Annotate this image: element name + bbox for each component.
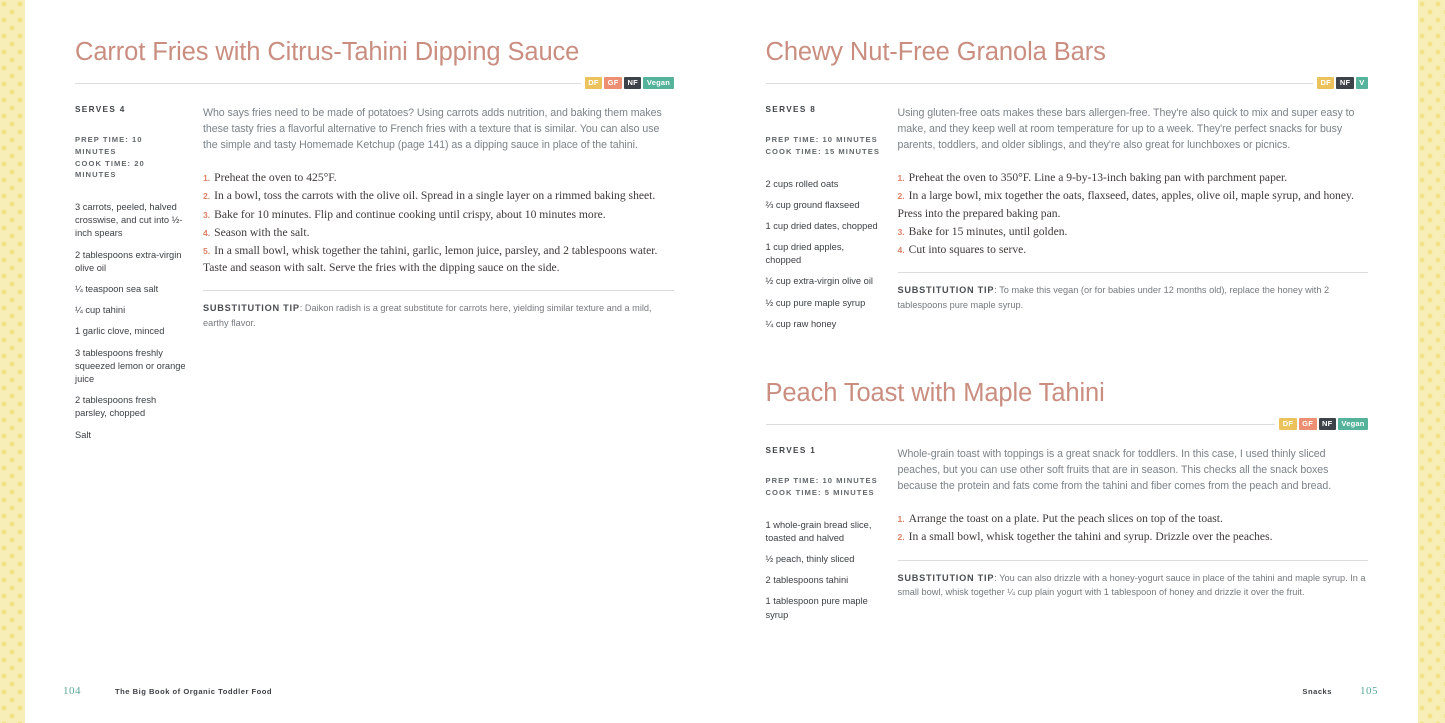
step-number: 2. (897, 532, 905, 543)
recipe-peach-toast (766, 379, 1369, 630)
section-title: Snacks (1302, 687, 1332, 696)
tip-colon: : (994, 572, 1000, 583)
ingredient-list (75, 201, 187, 442)
left-footer (63, 685, 272, 697)
divider (75, 83, 581, 84)
recipe-intro: Using gluten-free oats makes these bars allergen-free. They're also quick to mix and super easy to make, and they keep well at room temperature for up to a week. They're perfect snacks for busy parents, toddlers, and older siblings, and they're also great for lunchboxes or picnics. (897, 107, 1355, 152)
instruction-step (898, 187, 1369, 221)
step-number: 3. (897, 226, 905, 237)
instruction-step (203, 206, 674, 223)
ingredient-list (766, 519, 882, 622)
badge-df: DF (585, 77, 602, 90)
instruction-step (898, 241, 1369, 258)
tip-label: SUBSTITUTION TIP (203, 303, 300, 314)
tip-label: SUBSTITUTION TIP (897, 572, 995, 583)
ingredient-item: 1 cup dried apples, chopped (765, 242, 845, 266)
recipe-meta-column (75, 105, 203, 450)
recipe-title: Peach Toast with Maple Tahini (765, 379, 1105, 408)
prep-time: PREP TIME: 10 MINUTES (75, 135, 143, 156)
step-text: In a bowl, toss the carrots with the olive oil. Spread in a single layer on a rimmed baking sheet. (214, 189, 656, 203)
step-text: Bake for 15 minutes, until golden. (908, 224, 1068, 238)
tip-divider (203, 290, 674, 291)
instruction-step (898, 510, 1369, 527)
serves-label: SERVES 4 (75, 105, 126, 114)
badge-nf: NF (1319, 418, 1336, 431)
step-number: 5. (203, 245, 211, 256)
cook-time: COOK TIME: 20 MINUTES (75, 158, 145, 180)
recipe-body-column (898, 446, 1369, 600)
tip-label: SUBSTITUTION TIP (897, 285, 995, 296)
step-number: 2. (203, 191, 211, 202)
badge-gf: GF (604, 77, 622, 90)
ingredient-item: ½ cup pure maple syrup (765, 297, 866, 308)
step-text: Bake for 10 minutes. Flip and continue cooking until crispy, about 10 minutes more. (214, 207, 606, 221)
instruction-list (898, 510, 1369, 545)
decorative-edge-strip-right (1418, 0, 1445, 723)
recipe-intro: Who says fries need to be made of potatoes? Using carrots adds nutrition, and baking them makes these tasty fries a flavorful alternative to French fries with a texture that is similar. You can also use the simple and tasty Homemade Ketchup (page 141) as a dipping sauce in place of the tahini. (203, 107, 662, 152)
prep-time: PREP TIME: 10 MINUTES (765, 476, 878, 486)
badge-df: DF (1317, 77, 1334, 90)
ingredient-item: 2 tablespoons fresh parsley, chopped (75, 395, 157, 419)
right-footer (1302, 685, 1378, 697)
recipe-intro: Whole-grain toast with toppings is a great snack for toddlers. In this case, I used thinly sliced peaches, but you can use other soft fruits that are in season. This checks all the snack boxes because the protein and fats come from the tahini and fiber comes from the peach and bread. (897, 448, 1332, 493)
ingredient-item: 1 whole-grain bread slice, toasted and halved (765, 519, 872, 543)
ingredient-item: ½ peach, thinly sliced (765, 553, 855, 564)
substitution-tip (898, 571, 1369, 600)
instruction-step (203, 187, 674, 204)
badge-nf: NF (624, 77, 641, 90)
substitution-tip (898, 283, 1369, 312)
decorative-edge-strip-left (0, 0, 25, 723)
time-block (766, 134, 882, 158)
step-number: 4. (203, 227, 211, 238)
ingredient-item: ½ cup extra-virgin olive oil (765, 276, 873, 287)
tip-colon: : (994, 285, 1000, 296)
recipe-meta-column (766, 446, 898, 630)
ingredient-item: Salt (75, 429, 92, 440)
step-text: Preheat the oven to 350°F. Line a 9-by-13-inch baking pan with parchment paper. (908, 171, 1288, 185)
step-text: Preheat the oven to 425°F. (214, 171, 337, 185)
left-page (25, 0, 722, 723)
step-text: Season with the salt. (214, 225, 310, 239)
time-block (75, 134, 187, 181)
book-title: The Big Book of Organic Toddler Food (115, 687, 273, 696)
diet-badges (585, 77, 674, 90)
step-text: Arrange the toast on a plate. Put the peach slices on top of the toast. (908, 512, 1223, 526)
badge-vegan: V (1356, 77, 1368, 90)
badge-nf: NF (1336, 77, 1353, 90)
diet-badges (1317, 77, 1368, 90)
instruction-list (203, 169, 674, 276)
step-text: In a small bowl, whisk together the tahini and syrup. Drizzle over the peaches. (908, 530, 1273, 544)
tip-divider (898, 560, 1369, 561)
recipe-carrot-fries (75, 38, 674, 450)
ingredient-item: ¼ cup tahini (75, 305, 126, 316)
step-number: 1. (203, 173, 211, 184)
page-number-left: 104 (63, 685, 81, 697)
tip-text: Daikon radish is a great substitute for carrots here, yielding similar texture and a mild, earthy flavor. (203, 303, 652, 328)
recipe-title: Chewy Nut-Free Granola Bars (765, 38, 1106, 66)
divider (766, 83, 1313, 84)
serves-label: SERVES 8 (765, 105, 817, 114)
recipe-columns (766, 446, 1369, 630)
page-number-right: 105 (1360, 685, 1378, 697)
instruction-step (203, 169, 674, 186)
ingredient-item: 1 garlic clove, minced (75, 326, 165, 337)
ingredient-item: ¼ teaspoon sea salt (75, 284, 159, 294)
step-number: 4. (897, 244, 905, 255)
step-number: 2. (897, 191, 905, 202)
ingredient-list (766, 178, 882, 332)
recipe-columns (766, 105, 1369, 339)
ingredient-item: 1 tablespoon pure maple syrup (765, 596, 868, 620)
title-rule-row (766, 418, 1369, 430)
badge-df: DF (1279, 418, 1296, 431)
recipe-title: Carrot Fries with Citrus-Tahini Dipping Sauce (75, 38, 580, 66)
cook-time: COOK TIME: 15 MINUTES (765, 146, 880, 156)
page-spread (25, 0, 1418, 723)
recipe-body-column (898, 105, 1369, 312)
ingredient-item: 2 tablespoons extra-virgin olive oil (75, 249, 182, 273)
badge-vegan: Vegan (643, 77, 673, 90)
recipe-meta-column (766, 105, 898, 339)
ingredient-item: 3 tablespoons freshly squeezed lemon or orange juice (75, 347, 186, 384)
tip-text: To make this vegan (or for babies under 12 months old), replace the honey with 2 tablespoons pure maple syrup. (897, 285, 1330, 310)
prep-time: PREP TIME: 10 MINUTES (765, 135, 878, 144)
step-number: 3. (203, 209, 211, 220)
step-text: Cut into squares to serve. (908, 242, 1027, 256)
ingredient-item: ⅔ cup ground flaxseed (765, 199, 860, 210)
step-number: 1. (897, 173, 905, 184)
ingredient-item: 3 carrots, peeled, halved crosswise, and cut into ½-inch spears (75, 202, 183, 239)
tip-text: You can also drizzle with a honey-yogurt sauce in place of the tahini and maple syrup. In a small bowl, whisk together ¼ cup plain yogurt with 1 tablespoon of honey and drizzle it over the fruit. (897, 572, 1366, 598)
divider (766, 424, 1276, 425)
instruction-step (203, 242, 674, 276)
substitution-tip (203, 301, 674, 330)
recipe-body-column (203, 105, 674, 330)
ingredient-item: 2 cups rolled oats (765, 178, 839, 189)
tip-divider (898, 272, 1369, 273)
badge-gf: GF (1299, 418, 1317, 431)
cook-time: COOK TIME: 5 MINUTES (765, 487, 875, 497)
ingredient-item: 2 tablespoons tahini (765, 575, 849, 586)
instruction-step (203, 224, 674, 241)
instruction-step (898, 223, 1369, 240)
tip-colon: : (299, 303, 305, 314)
ingredient-item: ¼ cup raw honey (765, 318, 837, 329)
title-rule-row (75, 77, 674, 89)
recipe-granola-bars (766, 38, 1369, 339)
right-page (722, 0, 1419, 723)
instruction-step (898, 528, 1369, 545)
recipe-columns (75, 105, 674, 450)
title-rule-row (766, 77, 1369, 89)
ingredient-item: 1 cup dried dates, chopped (765, 220, 878, 231)
diet-badges (1279, 418, 1368, 431)
serves-label: SERVES 1 (765, 446, 817, 456)
badge-vegan: Vegan (1338, 418, 1368, 431)
instruction-list (898, 169, 1369, 258)
time-block (766, 475, 882, 499)
instruction-step (898, 169, 1369, 186)
step-number: 1. (897, 514, 905, 525)
step-text: In a small bowl, whisk together the tahini, garlic, lemon juice, parsley, and 2 tablespoons water. Taste and season with salt. Serve the fries with the dipping sauce on the side. (203, 243, 658, 275)
step-text: In a large bowl, mix together the oats, flaxseed, dates, apples, olive oil, maple syrup, and honey. Press into the prepared baking pan. (897, 189, 1354, 220)
